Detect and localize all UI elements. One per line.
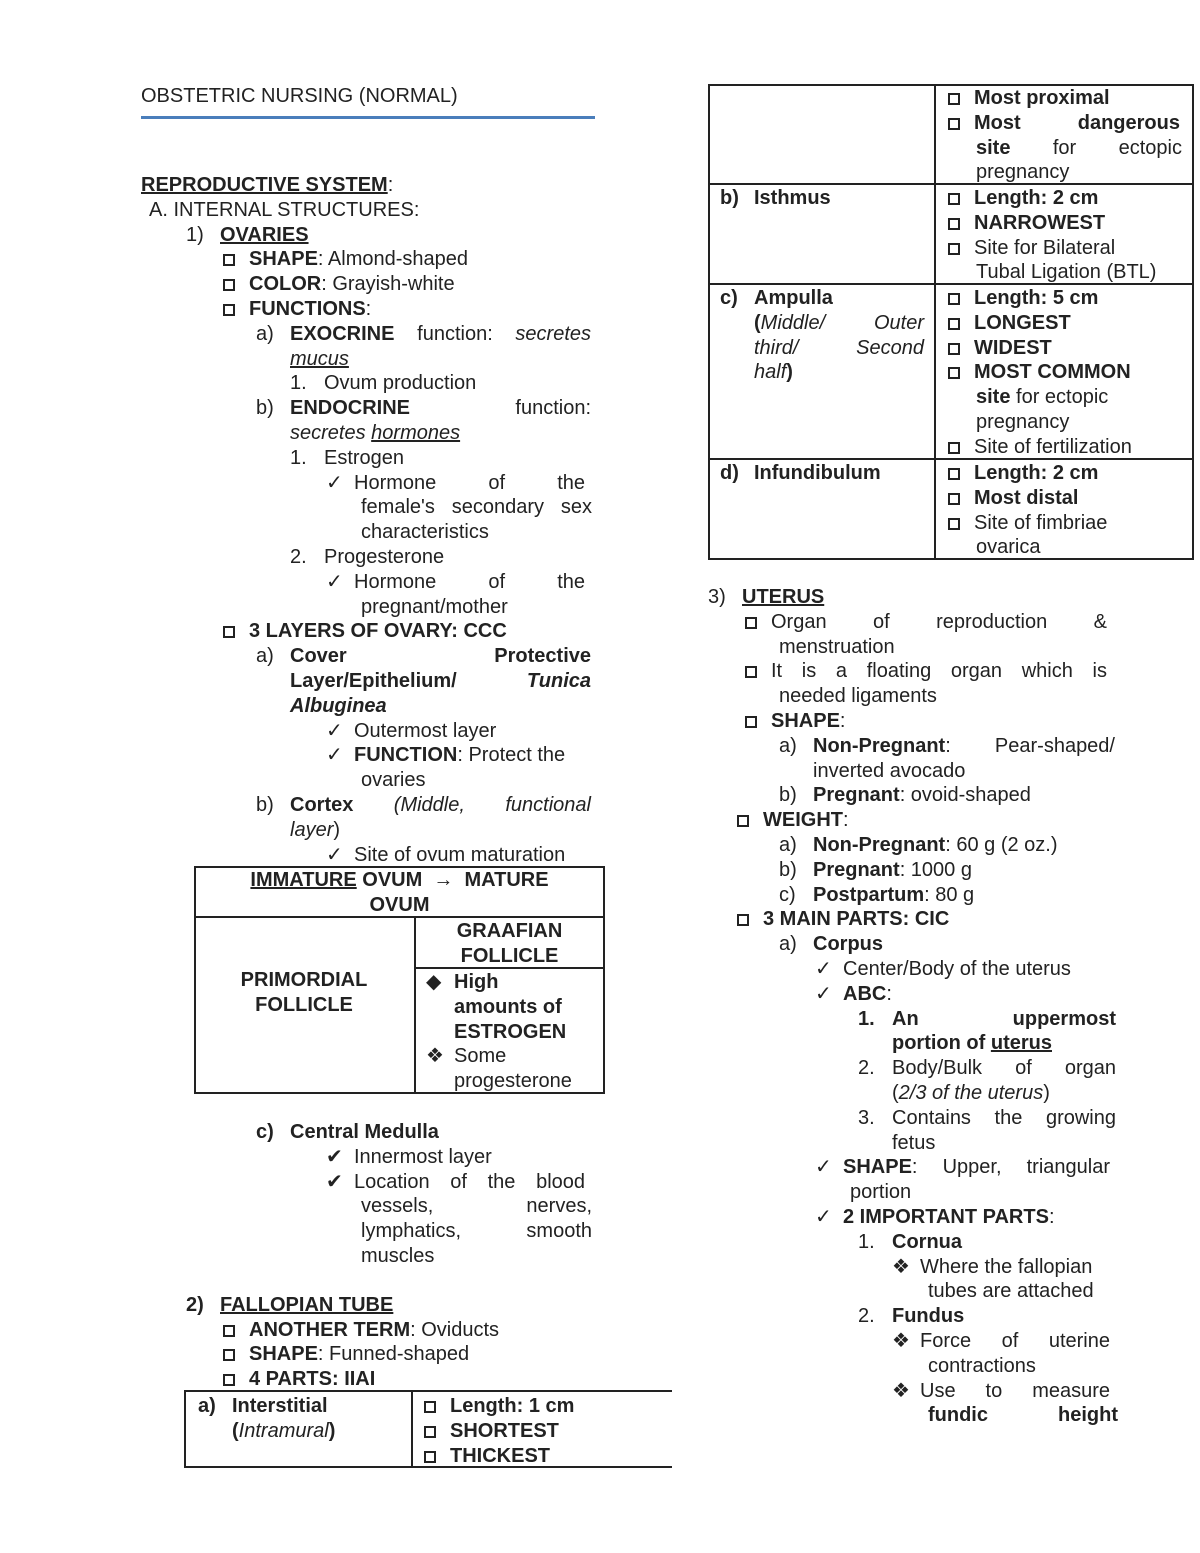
- left-column: [141, 173, 595, 867]
- check-icon: ✓: [815, 957, 832, 980]
- checkbox-icon: [223, 279, 235, 291]
- spacer: [141, 1269, 595, 1293]
- checkbox-icon: [948, 518, 960, 530]
- isthmus-details: Length: 2 cm NARROWEST Site for Bilateral Tubal Ligation (BTL): [948, 186, 1188, 285]
- shape-pregnant: b) Pregnant: ovoid-shaped: [779, 784, 1031, 807]
- abc-1: 1. An uppermost: [858, 1007, 1116, 1030]
- section-heading: REPRODUCTIVE SYSTEM:: [141, 174, 394, 196]
- fallopian-another-term: ANOTHER TERM: Oviducts: [141, 1318, 595, 1343]
- fallopian-parts: 4 PARTS: IIAI: [141, 1367, 595, 1392]
- check-icon: ✓: [326, 744, 343, 767]
- diamond-icon: ◆: [426, 971, 442, 993]
- weight-non-pregnant: a) Non-Pregnant: 60 g (2 oz.): [779, 833, 1058, 856]
- weight-pregnant: b) Pregnant: 1000 g: [779, 858, 972, 881]
- infundibulum-details: Length: 2 cm Most distal Site of fimbriae ovarica: [948, 461, 1188, 560]
- uterus-shape: SHAPE:: [708, 709, 1118, 734]
- uterus-point-1-cont: menstruation: [779, 635, 895, 658]
- check-icon: ✓: [326, 843, 343, 866]
- internal-structures-heading: A. INTERNAL STRUCTURES:: [149, 198, 420, 221]
- checkbox-icon: [223, 1325, 235, 1337]
- checkbox-icon: [948, 367, 960, 379]
- estrogen-desc-2: female's secondary sex: [361, 496, 592, 519]
- shape-non-pregnant-cont: inverted avocado: [813, 759, 966, 782]
- diamond-star-icon: ❖: [892, 1379, 910, 1402]
- checkbox-icon: [745, 666, 757, 678]
- checkbox-icon: [948, 442, 960, 454]
- graafian-follicle-header: GRAAFIAN FOLLICLE: [456, 920, 563, 967]
- checkbox-icon: [948, 193, 960, 205]
- corpus-shape-cont: portion: [850, 1181, 912, 1204]
- cortex-layer: b) Cortex (Middle, functional: [256, 793, 591, 816]
- progesterone: 2. Progesterone: [290, 545, 445, 568]
- estrogen: 1. Estrogen: [290, 446, 405, 469]
- checkbox-icon: [948, 318, 960, 330]
- header-rule: [141, 116, 595, 119]
- corpus-desc: ✓ Center/Body of the uterus: [815, 957, 1071, 980]
- fundus-heading: 2. Fundus: [858, 1305, 965, 1328]
- diamond-star-icon: ❖: [426, 1045, 444, 1068]
- checkbox-icon: [223, 254, 235, 266]
- endocrine-desc: secretes hormones: [290, 421, 461, 444]
- abc-2: 2. Body/Bulk of organ: [858, 1057, 1116, 1080]
- check-icon: ✓: [326, 471, 343, 494]
- check-icon: ✔: [326, 1170, 343, 1193]
- infundibulum-cell: d) Infundibulum: [720, 462, 881, 484]
- graafian-follicle-details: ◆ High amounts of ESTROGEN ❖ Some progesterone: [426, 971, 572, 1093]
- endocrine-function: b) ENDOCRINE function:: [256, 397, 591, 420]
- ovaries-heading: 1) OVARIES: [186, 223, 309, 246]
- uterus-point-1: Organ of reproduction &: [708, 610, 1118, 635]
- diamond-star-icon: ❖: [892, 1329, 910, 1352]
- checkbox-icon: [948, 218, 960, 230]
- checkbox-icon: [948, 493, 960, 505]
- ovaries-shape: SHAPE: Almond-shaped: [141, 247, 595, 272]
- checkbox-icon: [223, 626, 235, 638]
- follicle-table-header: IMMATURE OVUM → MATURE OVUM: [250, 869, 549, 916]
- cover-desc-2: ✓ FUNCTION: Protect the: [326, 744, 566, 767]
- uterus-point-2: It is a floating organ which is: [708, 659, 1118, 684]
- checkbox-icon: [737, 815, 749, 827]
- medulla-desc-4: lymphatics, smooth: [361, 1220, 592, 1243]
- isthmus-cell: b) Isthmus: [720, 187, 831, 209]
- cornua-desc: ❖ Where the fallopian: [892, 1255, 1093, 1278]
- corpus-shape: ✓ SHAPE: Upper, triangular: [815, 1156, 1110, 1179]
- uterus-section: [708, 585, 1118, 1428]
- checkbox-icon: [424, 1401, 436, 1413]
- medulla-desc-3: vessels, nerves,: [361, 1195, 592, 1218]
- abc-3-cont: fetus: [892, 1131, 936, 1154]
- uterus-heading: 3) UTERUS: [708, 586, 825, 608]
- cortex-layer-2: layer): [290, 818, 341, 841]
- ampulla-cell: c) Ampulla (Middle/ Outer third/ Second half): [720, 287, 924, 384]
- check-icon: ✓: [815, 1156, 832, 1179]
- medulla-desc-1: ✔ Innermost layer: [326, 1145, 492, 1168]
- abc-1-cont: portion of uterus: [892, 1032, 1052, 1055]
- cover-desc-2-cont: ovaries: [361, 769, 426, 792]
- cover-layer: a) Cover Protective: [256, 645, 591, 668]
- checkbox-icon: [948, 93, 960, 105]
- checkbox-icon: [948, 118, 960, 130]
- page-title: OBSTETRIC NURSING (NORMAL): [141, 85, 458, 107]
- fallopian-shape: SHAPE: Funned-shaped: [141, 1342, 595, 1367]
- checkbox-icon: [223, 1374, 235, 1386]
- tube-table-continued: [708, 84, 1194, 560]
- checkbox-icon: [948, 293, 960, 305]
- check-icon: ✓: [815, 1205, 832, 1228]
- cover-layer-3: Albuginea: [290, 694, 387, 717]
- important-parts: ✓ 2 IMPORTANT PARTS:: [815, 1205, 1055, 1228]
- progesterone-desc-2: pregnant/mother: [361, 595, 508, 618]
- cornua-heading: 1. Cornua: [858, 1230, 962, 1253]
- interstitial-details-continued: Most proximal Most dangerous site for ectopic pregnancy: [948, 86, 1182, 185]
- fundus-desc-1-cont: contractions: [928, 1354, 1036, 1377]
- check-icon: ✓: [326, 719, 343, 742]
- ovary-layers: 3 LAYERS OF OVARY: CCC: [141, 619, 595, 644]
- shape-non-pregnant: a) Non-Pregnant: Pear-shaped/: [779, 734, 1115, 757]
- check-icon: ✔: [326, 1145, 343, 1168]
- checkbox-icon: [948, 343, 960, 355]
- checkbox-icon: [948, 243, 960, 255]
- medulla-desc-2: ✔ Location of the blood: [326, 1170, 585, 1193]
- exocrine-function: a) EXOCRINE function: secretes: [256, 322, 592, 345]
- left-column-lower: [141, 1120, 595, 1392]
- checkbox-icon: [223, 304, 235, 316]
- cover-layer-2: Layer/Epithelium/ Tunica: [290, 669, 591, 692]
- checkbox-icon: [745, 617, 757, 629]
- diamond-star-icon: ❖: [892, 1255, 910, 1278]
- cortex-desc: ✓ Site of ovum maturation: [326, 843, 566, 866]
- ovaries-color: COLOR: Grayish-white: [141, 272, 595, 297]
- follicle-table: [194, 866, 605, 1094]
- fundus-desc-2: ❖ Use to measure: [892, 1379, 1110, 1402]
- interstitial-details: Length: 1 cm SHORTEST THICKEST: [424, 1394, 669, 1468]
- checkbox-icon: [223, 1349, 235, 1361]
- central-medulla: c) Central Medulla: [256, 1121, 439, 1143]
- abc-3: 3. Contains the growing: [858, 1106, 1116, 1129]
- check-icon: ✓: [326, 570, 343, 593]
- cover-desc-1: ✓ Outermost layer: [326, 719, 497, 742]
- abc-2-cont: (2/3 of the uterus): [892, 1081, 1050, 1104]
- cornua-desc-cont: tubes are attached: [928, 1280, 1094, 1303]
- uterus-main-parts: 3 MAIN PARTS: CIC: [708, 907, 1118, 932]
- corpus-heading: a) Corpus: [779, 933, 883, 956]
- interstitial-cell: a) Interstitial (Intramural): [198, 1395, 336, 1442]
- fallopian-heading: 2) FALLOPIAN TUBE: [186, 1293, 394, 1316]
- fundus-desc-1: ❖ Force of uterine: [892, 1329, 1110, 1352]
- checkbox-icon: [745, 716, 757, 728]
- ovaries-functions: FUNCTIONS:: [141, 297, 595, 322]
- estrogen-desc-3: characteristics: [361, 521, 489, 544]
- uterus-point-2-cont: needed ligaments: [779, 685, 937, 708]
- checkbox-icon: [424, 1426, 436, 1438]
- checkbox-icon: [424, 1451, 436, 1463]
- medulla-desc-5: muscles: [361, 1244, 435, 1267]
- checkbox-icon: [737, 914, 749, 926]
- check-icon: ✓: [815, 982, 832, 1005]
- primordial-follicle-cell: PRIMORDIAL FOLLICLE: [240, 969, 368, 1016]
- ampulla-details: Length: 5 cm LONGEST WIDEST MOST COMMON site for ectopic pregnancy Site of fertilization: [948, 286, 1188, 460]
- abc-heading: ✓ ABC:: [815, 982, 892, 1005]
- weight-postpartum: c) Postpartum: 80 g: [779, 883, 975, 906]
- exocrine-desc: mucus: [290, 347, 349, 370]
- estrogen-desc: ✓ Hormone of the: [326, 471, 585, 494]
- progesterone-desc: ✓ Hormone of the: [326, 570, 585, 593]
- tube-table-interstitial: [184, 1390, 672, 1470]
- ovum-production: 1. Ovum production: [290, 372, 477, 395]
- uterus-weight: WEIGHT:: [708, 808, 1118, 833]
- fundus-desc-2-cont: fundic height: [928, 1404, 1118, 1427]
- checkbox-icon: [948, 468, 960, 480]
